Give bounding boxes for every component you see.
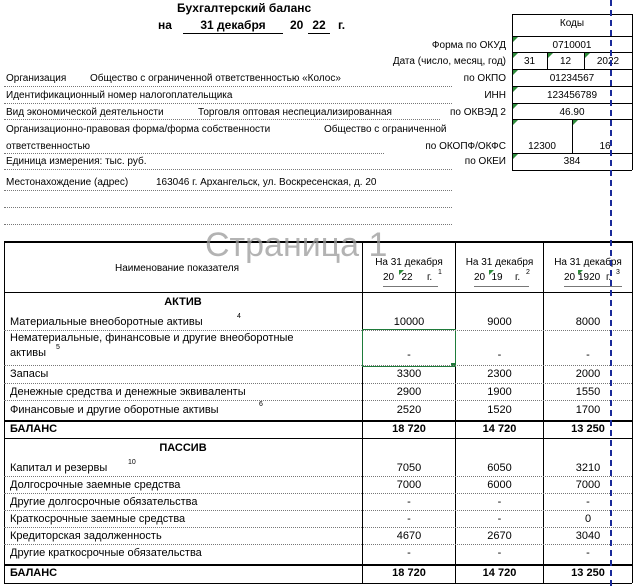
- legal-form-label: Организационно-правовая форма/форма собственности: [6, 124, 271, 135]
- okved-value[interactable]: 46.90: [559, 107, 585, 118]
- row-label: Другие краткосрочные обязательства: [10, 547, 202, 559]
- cell-value[interactable]: 10000: [393, 316, 425, 328]
- okopf-value[interactable]: 12300: [528, 141, 556, 152]
- date-label: Дата (число, месяц, год): [392, 56, 506, 67]
- year-letter: г.: [338, 18, 346, 32]
- row-label: Нематериальные, финансовые и другие внеоборотные: [10, 332, 294, 344]
- okpo-label: по ОКПО: [463, 73, 506, 84]
- year-prefix: 20: [290, 18, 304, 32]
- cell-value[interactable]: 3210: [575, 462, 601, 474]
- row-label: Капитал и резервы: [10, 462, 108, 474]
- cell-value[interactable]: 18 720: [392, 423, 426, 435]
- codes-label: Коды: [559, 18, 585, 29]
- cell-value[interactable]: 13 250: [571, 423, 605, 435]
- col-header-2: На 31 декабря: [465, 257, 534, 268]
- cell-value[interactable]: 2670: [487, 530, 512, 542]
- row-label: Краткосрочные заемные средства: [10, 513, 186, 525]
- okei-value[interactable]: 384: [563, 156, 581, 167]
- row-note: 5: [56, 344, 60, 351]
- legal-form-value-1[interactable]: Общество с ограниченной: [324, 124, 447, 135]
- report-title: Бухгалтерский баланс: [177, 1, 312, 15]
- column-name-header: Наименование показателя: [115, 263, 239, 274]
- legal-form-value-2[interactable]: ответственностью: [6, 141, 91, 152]
- col-header-1-year[interactable]: 22: [401, 272, 413, 283]
- col-header-1-year-prefix: 20: [383, 272, 395, 283]
- cell-value[interactable]: -: [407, 513, 411, 525]
- row-label: Запасы: [10, 368, 49, 380]
- cell-value[interactable]: 7000: [575, 479, 601, 491]
- col-header-1-g: г.: [427, 272, 433, 283]
- row-label-line-2: активы: [10, 347, 46, 359]
- cell-value[interactable]: 7050: [396, 462, 422, 474]
- page-break-line: [610, 0, 612, 586]
- col-header-2-year[interactable]: 19: [491, 272, 503, 283]
- date-day[interactable]: 31: [523, 56, 536, 67]
- cell-value[interactable]: 3040: [575, 530, 601, 542]
- okpo-value[interactable]: 01234567: [549, 73, 595, 84]
- report-date[interactable]: 31 декабря: [200, 18, 266, 32]
- passiv-heading: ПАССИВ: [159, 442, 207, 454]
- unit-label: Единица измерения: тыс. руб.: [6, 156, 147, 167]
- cell-value[interactable]: 2000: [575, 368, 601, 380]
- activity-value[interactable]: Торговля оптовая неспециализированная: [198, 107, 392, 118]
- cell-value[interactable]: -: [586, 349, 590, 361]
- col-header-2-g: г.: [515, 272, 521, 283]
- inn-label-left: Идентификационный номер налогоплательщика: [6, 90, 233, 101]
- cell-value[interactable]: -: [497, 496, 502, 508]
- cell-value[interactable]: 13 250: [571, 567, 605, 579]
- row-label: БАЛАНС: [10, 567, 58, 579]
- okopf-label: по ОКОПФ/ОКФС: [425, 141, 506, 152]
- inn-label: ИНН: [484, 90, 506, 101]
- cell-value[interactable]: 4670: [396, 530, 422, 542]
- cell-value[interactable]: 14 720: [482, 567, 517, 579]
- col-header-1: На 31 декабря: [375, 257, 443, 268]
- inn-value[interactable]: 123456789: [546, 90, 598, 101]
- row-label: Денежные средства и денежные эквиваленты: [10, 386, 246, 398]
- org-label: Организация: [6, 73, 67, 84]
- cell-value[interactable]: 1700: [575, 404, 601, 416]
- row-label: Другие долгосрочные обязательства: [10, 496, 198, 508]
- cell-value[interactable]: 0: [584, 513, 592, 525]
- row-label: Материальные внеоборотные активы: [10, 316, 203, 328]
- cell-value[interactable]: 7000: [396, 479, 422, 491]
- okud-label: Форма по ОКУД: [431, 40, 506, 51]
- col-header-3-note: 3: [616, 269, 620, 276]
- okei-label: по ОКЕИ: [464, 156, 506, 167]
- col-header-3: На 31 декабря: [554, 257, 622, 268]
- cell-value[interactable]: 18 720: [392, 567, 426, 579]
- row-note: 6: [259, 401, 263, 408]
- cell-value[interactable]: 2520: [396, 404, 422, 416]
- date-year[interactable]: 2022: [596, 56, 620, 67]
- row-label: Кредиторская задолженность: [10, 530, 162, 542]
- cell-value[interactable]: 1900: [487, 386, 512, 398]
- okved-label: по ОКВЭД 2: [450, 107, 506, 118]
- cell-value[interactable]: 9000: [487, 316, 512, 328]
- cell-value[interactable]: 8000: [575, 316, 601, 328]
- cell-value[interactable]: -: [497, 513, 502, 525]
- okud-value[interactable]: 0710001: [552, 40, 592, 51]
- address-label: Местонахождение (адрес): [6, 177, 129, 188]
- row-note: 4: [237, 313, 241, 320]
- row-label: Финансовые и другие оборотные активы: [10, 404, 219, 416]
- cell-value[interactable]: 2900: [396, 386, 422, 398]
- col-header-3-year[interactable]: 1920: [578, 272, 601, 283]
- address-value[interactable]: 163046 г. Архангельск, ул. Воскресенская, д. 20: [156, 177, 377, 188]
- col-header-2-note: 2: [526, 269, 530, 276]
- col-header-2-year-prefix: 20: [474, 272, 486, 283]
- cell-value[interactable]: -: [586, 496, 590, 508]
- cell-value[interactable]: 2300: [487, 368, 512, 380]
- row-note: 10: [128, 459, 136, 466]
- page-watermark: Страница 1: [205, 226, 388, 264]
- org-value[interactable]: Общество с ограниченной ответственностью «Колос»: [90, 73, 341, 84]
- cell-value[interactable]: 6050: [487, 462, 512, 474]
- cell-value[interactable]: -: [407, 547, 411, 559]
- okfs-value[interactable]: 16: [599, 141, 611, 152]
- cell-value[interactable]: -: [407, 349, 411, 361]
- cell-value[interactable]: -: [586, 547, 590, 559]
- cell-value[interactable]: 1550: [575, 386, 601, 398]
- cell-value[interactable]: 14 720: [482, 423, 517, 435]
- report-year[interactable]: 22: [312, 18, 326, 32]
- date-prefix: на: [158, 18, 172, 32]
- cell-value[interactable]: 3300: [396, 368, 422, 380]
- row-label: БАЛАНС: [10, 423, 58, 435]
- col-header-3-year-prefix: 20: [564, 272, 576, 283]
- date-month[interactable]: 12: [559, 56, 572, 67]
- row-label: Долгосрочные заемные средства: [10, 479, 181, 491]
- cell-value[interactable]: -: [497, 349, 502, 361]
- cell-value[interactable]: 6000: [487, 479, 512, 491]
- cell-value[interactable]: -: [407, 496, 411, 508]
- activity-label: Вид экономической деятельности: [6, 107, 164, 118]
- aktiv-heading: АКТИВ: [164, 296, 202, 308]
- col-header-3-g: г.: [606, 272, 612, 283]
- col-header-1-note: 1: [438, 269, 442, 276]
- cell-value[interactable]: 1520: [487, 404, 512, 416]
- cell-value[interactable]: -: [497, 547, 502, 559]
